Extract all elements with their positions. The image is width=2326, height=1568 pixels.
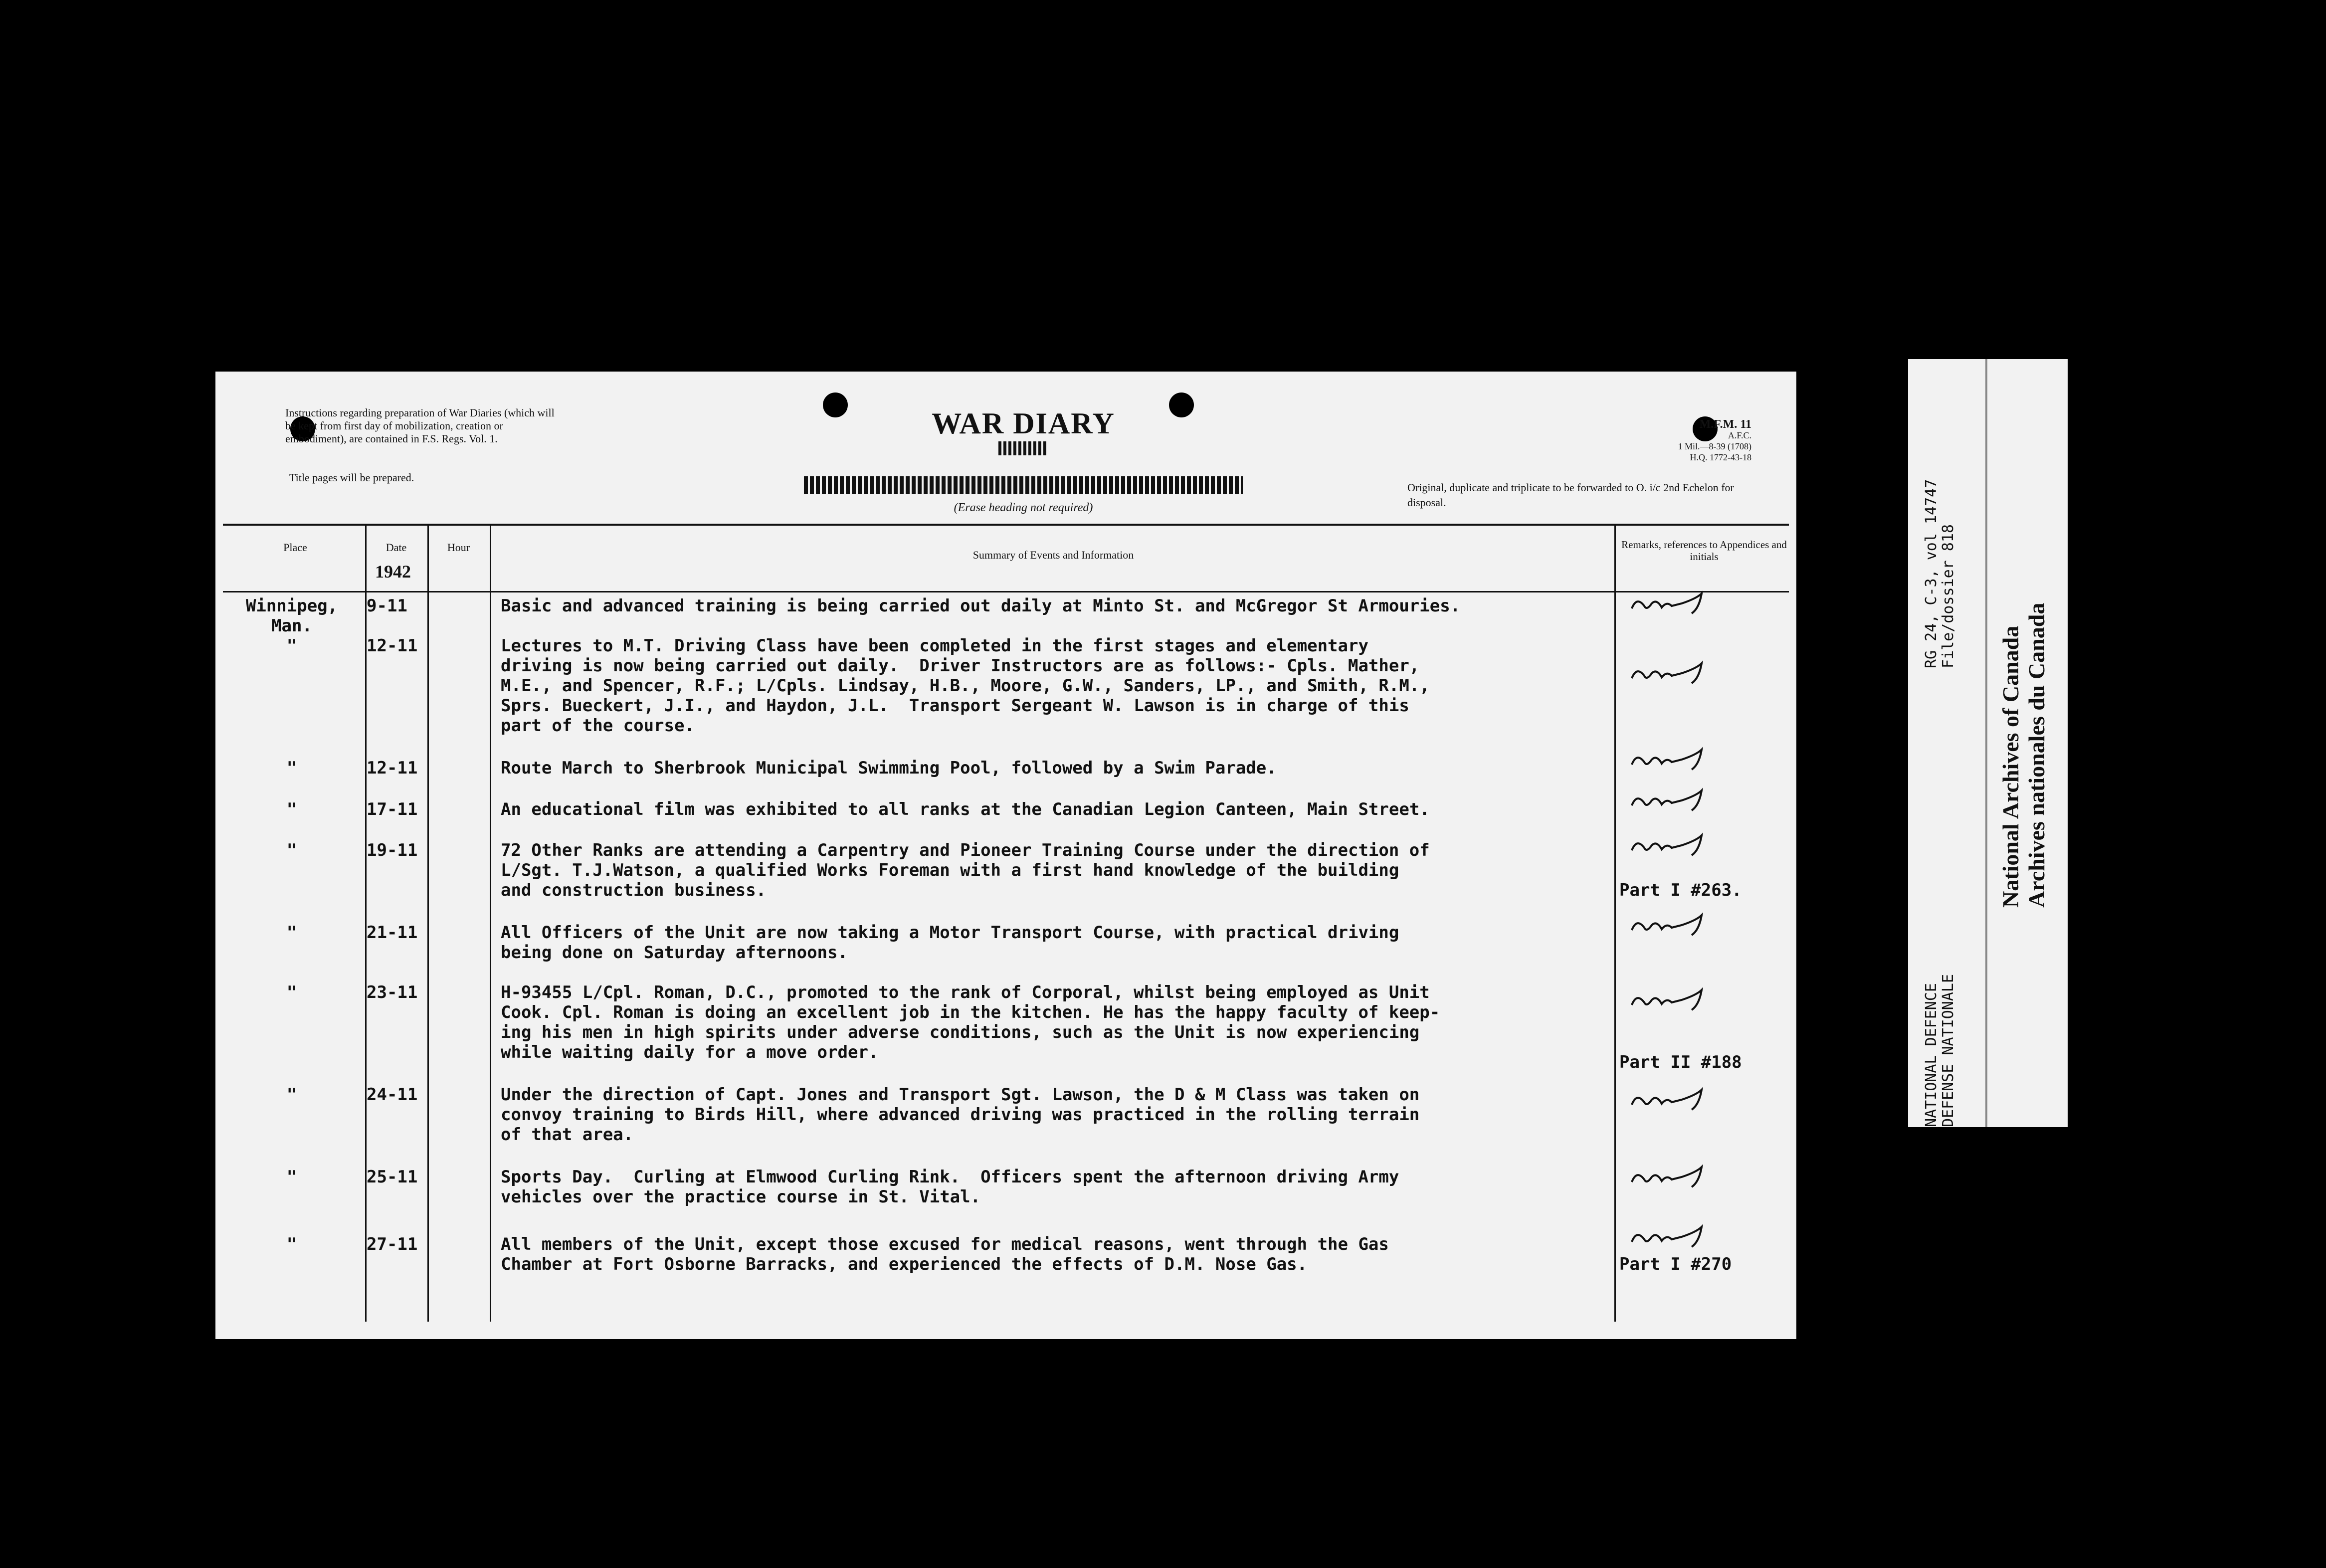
entry-place: " <box>286 982 297 1002</box>
entry-text: All Officers of the Unit are now taking a Motor Transport Course, with practical driving being done on Saturday afternoons. <box>501 923 1399 963</box>
entry-text: An educational film was exhibited to all ranks at the Canadian Legion Canteen, Main Street. <box>501 799 1430 819</box>
entry-text: Basic and advanced training is being carried out daily at Minto St. and McGregor St Armouries. <box>501 596 1461 616</box>
punch-hole <box>1169 392 1194 417</box>
remark-reference: Part I #270 <box>1619 1254 1732 1274</box>
initials-signature <box>1627 1162 1727 1192</box>
entry-place: " <box>286 1234 297 1254</box>
entry-place: " <box>286 636 297 656</box>
file-line: File/dossier 818 <box>1939 524 1957 668</box>
form-line: H.Q. 1772-43-18 <box>1690 452 1751 462</box>
entry-place: " <box>286 923 297 943</box>
entry-date: 17-11 <box>367 799 418 819</box>
instructions-text: Instructions regarding preparation of War Diaries (which will be kept from first day of mobilization, creation or embodiment), are contained in F.S. Regs. Vol. 1. <box>285 406 555 445</box>
dept-en: NATIONAL DEFENCE <box>1923 983 1940 1127</box>
initials-signature <box>1627 1222 1727 1252</box>
entry-text: Lectures to M.T. Driving Class have been completed in the first stages and elementary driving is now being carried out daily. Driver Instructors are as follows:- Cpls. Mather, M.E., and Spencer, R.F.; L/Cpls. Lindsay, H.B., Moore, G.W., Sanders, LP., and Smith, R.M., Sprs. Bueckert, J.I., and Haydon, J.L. Transport Sergeant W. Lawson is in charge of this part of the course. <box>501 636 1430 736</box>
entry-place: Winnipeg, Man. <box>245 596 338 636</box>
entry-text: 72 Other Ranks are attending a Carpentry and Pioneer Training Course under the direction of L/Sgt. T.J.Watson, a qualified Works Foreman with a first hand knowledge of the building and construction business. <box>501 840 1430 900</box>
form-id: M.F.M. 11 <box>1699 418 1751 431</box>
entry-text: Sports Day. Curling at Elmwood Curling Rink. Officers spent the afternoon driving Army vehicles over the practice course in St. Vital. <box>501 1167 1399 1207</box>
reference-line: RG 24, C-3, vol 14747 <box>1923 479 1940 668</box>
initials-signature <box>1627 745 1727 775</box>
struck-heading <box>998 441 1048 455</box>
entry-place: " <box>286 840 297 860</box>
column-divider <box>490 524 491 1322</box>
entry-date: 21-11 <box>367 923 418 943</box>
entry-text: Under the direction of Capt. Jones and Transport Sgt. Lawson, the D & M Class was taken on convoy training to Birds Hill, where advanced driving was practiced in the rolling terrain of that area. <box>501 1085 1420 1145</box>
entry-date: 19-11 <box>367 840 418 860</box>
archives-en: National Archives of Canada <box>1998 625 2023 908</box>
form-number <box>1652 419 1751 463</box>
entry-text: H-93455 L/Cpl. Roman, D.C., promoted to the rank of Corporal, whilst being employed as Unit Cook. Cpl. Roman is doing an excellent job in the kitchen. He has the happy faculty of keep- ing his men in high spirits under adverse conditions, such as the Unit is now experiencing while waiting daily for a move order. <box>501 982 1440 1062</box>
erase-note: (Erase heading not required) <box>954 501 1093 514</box>
column-header-remarks: Remarks, references to Appendices and initials <box>1621 539 1787 563</box>
title-pages-note: Title pages will be prepared. <box>289 471 414 484</box>
initials-signature <box>1627 658 1727 688</box>
table-rule <box>223 591 1789 592</box>
punch-hole <box>823 392 848 417</box>
remark-reference: Part II #188 <box>1619 1052 1742 1072</box>
initials-signature <box>1627 910 1727 940</box>
entry-place: " <box>286 758 297 778</box>
entry-date: 12-11 <box>367 758 418 778</box>
entry-text: All members of the Unit, except those excused for medical reasons, went through the Gas Chamber at Fort Osborne Barracks, and experienced the effects of D.M. Nose Gas. <box>501 1234 1389 1274</box>
archive-reference <box>1923 479 1957 668</box>
initials-signature <box>1627 985 1727 1015</box>
initials-signature <box>1627 830 1727 860</box>
column-header-date: Date <box>386 541 407 554</box>
column-header-place: Place <box>283 541 307 554</box>
war-diary-page <box>215 372 1796 1339</box>
initials-signature <box>1627 1085 1727 1115</box>
column-header-hour: Hour <box>447 541 470 554</box>
department-stamp <box>1923 974 1957 1127</box>
dept-fr: DEFENSE NATIONALE <box>1939 974 1957 1127</box>
page-title: WAR DIARY <box>932 407 1115 440</box>
remark-reference: Part I #263. <box>1619 880 1742 900</box>
archives-fr: Archives nationales du Canada <box>2024 602 2049 908</box>
table-rule <box>223 524 1789 526</box>
entry-place: " <box>286 1167 297 1187</box>
year-label: 1942 <box>375 562 411 582</box>
entry-place: " <box>286 1085 297 1105</box>
form-line: A.F.C. <box>1728 430 1751 440</box>
archive-reference-tab <box>1908 359 2068 1127</box>
entry-place: " <box>286 799 297 819</box>
entry-date: 24-11 <box>367 1085 418 1105</box>
entry-date: 12-11 <box>367 636 418 656</box>
form-line: 1 Mil.—8-39 (1708) <box>1678 441 1751 451</box>
archives-stamp <box>1998 603 2050 908</box>
column-header-summary: Summary of Events and Information <box>972 549 1134 561</box>
original-note: Original, duplicate and triplicate to be forwarded to O. i/c 2nd Echelon for disposal. <box>1407 481 1734 509</box>
entry-date: 23-11 <box>367 982 418 1002</box>
entry-date: 25-11 <box>367 1167 418 1187</box>
entry-text: Route March to Sherbrook Municipal Swimming Pool, followed by a Swim Parade. <box>501 758 1277 778</box>
struck-heading <box>804 476 1243 494</box>
column-divider <box>427 524 429 1322</box>
initials-signature <box>1627 785 1727 815</box>
tab-divider <box>1985 359 1987 1127</box>
initials-signature <box>1627 588 1727 618</box>
entry-date: 27-11 <box>367 1234 418 1254</box>
entry-date: 9-11 <box>367 596 407 616</box>
